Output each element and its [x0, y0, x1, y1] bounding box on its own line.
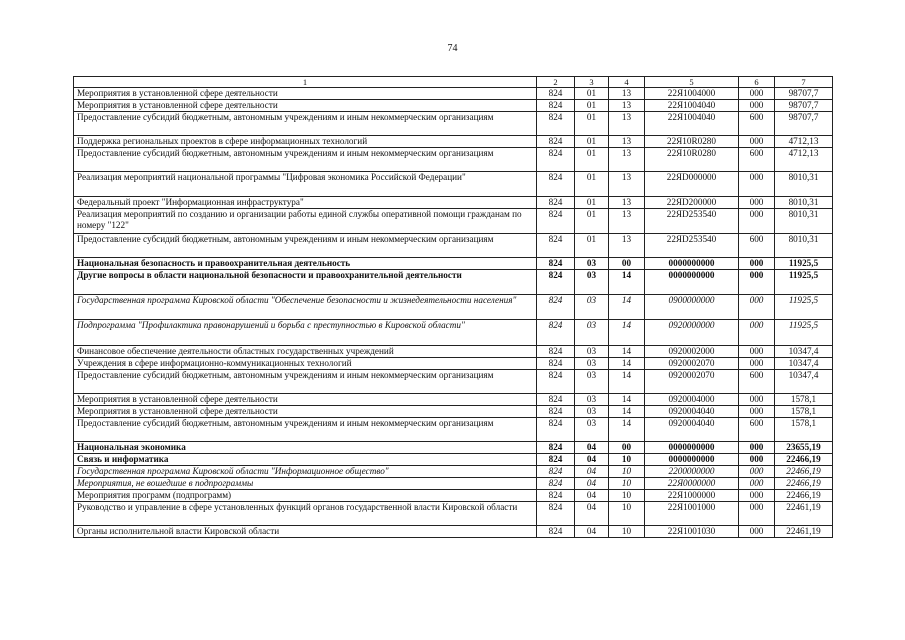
row-subsection-cell: 13 — [609, 234, 645, 258]
row-amount-cell: 22461,19 — [775, 526, 833, 538]
table-row — [74, 442, 833, 454]
row-expense-type-cell: 000 — [739, 100, 775, 112]
row-target-article-cell: 0900000000 — [645, 295, 739, 320]
row-section-cell: 03 — [575, 346, 609, 358]
row-ved-cell: 824 — [537, 172, 575, 197]
row-name-cell: Мероприятия в установленной сфере деятельности — [74, 406, 537, 418]
table-row — [74, 295, 833, 320]
row-ved-cell: 824 — [537, 270, 575, 295]
row-expense-type-cell: 600 — [739, 418, 775, 442]
row-expense-type-cell: 000 — [739, 346, 775, 358]
row-ved-cell: 824 — [537, 502, 575, 526]
row-expense-type-cell: 000 — [739, 172, 775, 197]
table-row — [74, 358, 833, 370]
row-ved-cell: 824 — [537, 454, 575, 466]
row-amount-cell: 98707,7 — [775, 100, 833, 112]
row-name-cell: Федеральный проект "Информационная инфраструктура" — [74, 197, 537, 209]
row-subsection-cell: 14 — [609, 418, 645, 442]
row-subsection-cell: 10 — [609, 466, 645, 478]
row-expense-type-cell: 000 — [739, 136, 775, 148]
table-row — [74, 136, 833, 148]
row-section-cell: 04 — [575, 478, 609, 490]
row-subsection-cell: 13 — [609, 148, 645, 172]
row-expense-type-cell: 000 — [739, 358, 775, 370]
row-expense-type-cell: 000 — [739, 478, 775, 490]
row-ved-cell: 824 — [537, 209, 575, 234]
row-subsection-cell: 14 — [609, 370, 645, 394]
row-section-cell: 01 — [575, 172, 609, 197]
row-target-article-cell: 22Я1000000 — [645, 490, 739, 502]
row-subsection-cell: 13 — [609, 172, 645, 197]
row-name-cell: Предоставление субсидий бюджетным, автономным учреждениям и иным некоммерческим организациям — [74, 112, 537, 136]
row-ved-cell: 824 — [537, 358, 575, 370]
table-row — [74, 502, 833, 526]
row-subsection-cell: 10 — [609, 502, 645, 526]
row-target-article-cell: 22Я1004040 — [645, 100, 739, 112]
row-expense-type-cell: 000 — [739, 88, 775, 100]
row-subsection-cell: 14 — [609, 270, 645, 295]
row-target-article-cell: 0000000000 — [645, 454, 739, 466]
row-subsection-cell: 14 — [609, 346, 645, 358]
table-row — [74, 234, 833, 258]
row-ved-cell: 824 — [537, 490, 575, 502]
row-name-cell: Мероприятия в установленной сфере деятельности — [74, 394, 537, 406]
row-ved-cell: 824 — [537, 148, 575, 172]
row-subsection-cell: 13 — [609, 112, 645, 136]
row-section-cell: 04 — [575, 442, 609, 454]
row-target-article-cell: 22ЯD253540 — [645, 234, 739, 258]
table-row — [74, 466, 833, 478]
column-header: 6 — [739, 77, 775, 88]
row-target-article-cell: 0920002070 — [645, 370, 739, 394]
row-ved-cell: 824 — [537, 100, 575, 112]
row-subsection-cell: 13 — [609, 88, 645, 100]
table-row — [74, 454, 833, 466]
row-amount-cell: 1578,1 — [775, 394, 833, 406]
row-subsection-cell: 13 — [609, 136, 645, 148]
row-ved-cell: 824 — [537, 320, 575, 346]
row-ved-cell: 824 — [537, 418, 575, 442]
row-amount-cell: 11925,5 — [775, 320, 833, 346]
row-subsection-cell: 13 — [609, 197, 645, 209]
row-name-cell: Финансовое обеспечение деятельности областных государственных учреждений — [74, 346, 537, 358]
row-section-cell: 03 — [575, 295, 609, 320]
row-name-cell: Учреждения в сфере информационно-коммуникационных технологий — [74, 358, 537, 370]
row-expense-type-cell: 000 — [739, 490, 775, 502]
table-row — [74, 320, 833, 346]
table-row — [74, 490, 833, 502]
row-expense-type-cell: 000 — [739, 258, 775, 270]
row-expense-type-cell: 000 — [739, 394, 775, 406]
row-name-cell: Мероприятия, не вошедшие в подпрограммы — [74, 478, 537, 490]
row-name-cell: Реализация мероприятий национальной программы "Цифровая экономика Российской Федерации" — [74, 172, 537, 197]
row-name-cell: Предоставление субсидий бюджетным, автономным учреждениям и иным некоммерческим организациям — [74, 148, 537, 172]
row-name-cell: Мероприятия в установленной сфере деятельности — [74, 88, 537, 100]
row-section-cell: 01 — [575, 197, 609, 209]
row-section-cell: 04 — [575, 526, 609, 538]
row-name-cell: Мероприятия программ (подпрограмм) — [74, 490, 537, 502]
row-ved-cell: 824 — [537, 136, 575, 148]
row-expense-type-cell: 000 — [739, 454, 775, 466]
table-row — [74, 197, 833, 209]
row-name-cell: Предоставление субсидий бюджетным, автономным учреждениям и иным некоммерческим организациям — [74, 370, 537, 394]
row-expense-type-cell: 000 — [739, 466, 775, 478]
table-row — [74, 406, 833, 418]
row-subsection-cell: 10 — [609, 526, 645, 538]
table-row — [74, 148, 833, 172]
row-amount-cell: 98707,7 — [775, 88, 833, 100]
row-target-article-cell: 22Я1004040 — [645, 112, 739, 136]
table-row — [74, 270, 833, 295]
row-target-article-cell: 0000000000 — [645, 258, 739, 270]
row-target-article-cell: 2200000000 — [645, 466, 739, 478]
row-name-cell: Мероприятия в установленной сфере деятельности — [74, 100, 537, 112]
row-section-cell: 01 — [575, 209, 609, 234]
row-ved-cell: 824 — [537, 442, 575, 454]
table-body — [74, 88, 833, 538]
row-expense-type-cell: 000 — [739, 270, 775, 295]
row-amount-cell: 22466,19 — [775, 454, 833, 466]
row-ved-cell: 824 — [537, 234, 575, 258]
row-target-article-cell: 22ЯD253540 — [645, 209, 739, 234]
row-amount-cell: 8010,31 — [775, 172, 833, 197]
row-name-cell: Подпрограмма "Профилактика правонарушений и борьба с преступностью в Кировской области" — [74, 320, 537, 346]
row-section-cell: 01 — [575, 100, 609, 112]
row-amount-cell: 1578,1 — [775, 406, 833, 418]
row-target-article-cell: 22Я1004000 — [645, 88, 739, 100]
row-expense-type-cell: 000 — [739, 209, 775, 234]
row-section-cell: 03 — [575, 270, 609, 295]
row-name-cell: Другие вопросы в области национальной безопасности и правоохранительной деятельности — [74, 270, 537, 295]
table-header-row — [74, 77, 833, 88]
row-amount-cell: 10347,4 — [775, 370, 833, 394]
table-row — [74, 172, 833, 197]
row-section-cell: 04 — [575, 490, 609, 502]
table-row — [74, 209, 833, 234]
row-amount-cell: 1578,1 — [775, 418, 833, 442]
table-row — [74, 88, 833, 100]
row-amount-cell: 4712,13 — [775, 148, 833, 172]
row-expense-type-cell: 600 — [739, 370, 775, 394]
row-ved-cell: 824 — [537, 295, 575, 320]
row-amount-cell: 8010,31 — [775, 209, 833, 234]
row-target-article-cell: 22Я1001000 — [645, 502, 739, 526]
table-row — [74, 346, 833, 358]
row-name-cell: Органы исполнительной власти Кировской области — [74, 526, 537, 538]
table-row — [74, 258, 833, 270]
row-subsection-cell: 13 — [609, 100, 645, 112]
row-section-cell: 01 — [575, 148, 609, 172]
row-expense-type-cell: 000 — [739, 197, 775, 209]
row-expense-type-cell: 600 — [739, 148, 775, 172]
row-ved-cell: 824 — [537, 258, 575, 270]
row-ved-cell: 824 — [537, 88, 575, 100]
row-target-article-cell: 0920002000 — [645, 346, 739, 358]
row-subsection-cell: 10 — [609, 478, 645, 490]
row-name-cell: Руководство и управление в сфере установленных функций органов государственной власти Кировской области — [74, 502, 537, 526]
row-subsection-cell: 14 — [609, 320, 645, 346]
row-name-cell: Реализация мероприятий по созданию и организации работы единой службы оперативной помощи гражданам по номеру "122" — [74, 209, 537, 234]
column-header: 4 — [609, 77, 645, 88]
row-expense-type-cell: 600 — [739, 234, 775, 258]
row-amount-cell: 4712,13 — [775, 136, 833, 148]
row-section-cell: 01 — [575, 88, 609, 100]
row-subsection-cell: 14 — [609, 295, 645, 320]
row-amount-cell: 8010,31 — [775, 197, 833, 209]
column-header: 2 — [537, 77, 575, 88]
row-section-cell: 03 — [575, 370, 609, 394]
row-expense-type-cell: 600 — [739, 112, 775, 136]
row-section-cell: 01 — [575, 234, 609, 258]
row-section-cell: 03 — [575, 394, 609, 406]
row-subsection-cell: 14 — [609, 394, 645, 406]
budget-table — [73, 76, 833, 538]
row-section-cell: 03 — [575, 320, 609, 346]
row-target-article-cell: 0920004040 — [645, 418, 739, 442]
row-expense-type-cell: 000 — [739, 406, 775, 418]
row-ved-cell: 824 — [537, 112, 575, 136]
row-amount-cell: 8010,31 — [775, 234, 833, 258]
row-target-article-cell: 22Я0000000 — [645, 478, 739, 490]
row-section-cell: 01 — [575, 112, 609, 136]
row-target-article-cell: 22ЯD000000 — [645, 172, 739, 197]
row-amount-cell: 22461,19 — [775, 502, 833, 526]
row-amount-cell: 23655,19 — [775, 442, 833, 454]
row-expense-type-cell: 000 — [739, 526, 775, 538]
row-name-cell: Государственная программа Кировской области "Информационное общество" — [74, 466, 537, 478]
row-name-cell: Национальная экономика — [74, 442, 537, 454]
row-ved-cell: 824 — [537, 478, 575, 490]
column-header: 7 — [775, 77, 833, 88]
row-name-cell: Национальная безопасность и правоохранительная деятельность — [74, 258, 537, 270]
row-expense-type-cell: 000 — [739, 442, 775, 454]
row-name-cell: Связь и информатика — [74, 454, 537, 466]
row-section-cell: 04 — [575, 466, 609, 478]
row-name-cell: Поддержка региональных проектов в сфере информационных технологий — [74, 136, 537, 148]
row-expense-type-cell: 000 — [739, 320, 775, 346]
row-amount-cell: 11925,5 — [775, 258, 833, 270]
column-header: 3 — [575, 77, 609, 88]
column-header: 5 — [645, 77, 739, 88]
row-subsection-cell: 00 — [609, 442, 645, 454]
row-subsection-cell: 00 — [609, 258, 645, 270]
row-section-cell: 04 — [575, 454, 609, 466]
row-section-cell: 03 — [575, 358, 609, 370]
row-target-article-cell: 0920004000 — [645, 394, 739, 406]
row-subsection-cell: 13 — [609, 209, 645, 234]
row-ved-cell: 824 — [537, 346, 575, 358]
page-number: 74 — [447, 43, 458, 54]
row-section-cell: 03 — [575, 406, 609, 418]
row-target-article-cell: 22Я10R0280 — [645, 148, 739, 172]
row-target-article-cell: 0920000000 — [645, 320, 739, 346]
table-row — [74, 112, 833, 136]
row-target-article-cell: 22ЯD200000 — [645, 197, 739, 209]
row-ved-cell: 824 — [537, 466, 575, 478]
row-subsection-cell: 10 — [609, 490, 645, 502]
row-amount-cell: 11925,5 — [775, 295, 833, 320]
row-ved-cell: 824 — [537, 406, 575, 418]
table-row — [74, 100, 833, 112]
row-name-cell: Предоставление субсидий бюджетным, автономным учреждениям и иным некоммерческим организациям — [74, 418, 537, 442]
row-target-article-cell: 22Я10R0280 — [645, 136, 739, 148]
row-name-cell: Государственная программа Кировской области "Обеспечение безопасности и жизнедеятельности населения" — [74, 295, 537, 320]
row-section-cell: 03 — [575, 258, 609, 270]
row-amount-cell: 22466,19 — [775, 478, 833, 490]
table-row — [74, 370, 833, 394]
row-amount-cell: 10347,4 — [775, 358, 833, 370]
row-ved-cell: 824 — [537, 197, 575, 209]
row-section-cell: 03 — [575, 418, 609, 442]
row-amount-cell: 22466,19 — [775, 490, 833, 502]
row-subsection-cell: 10 — [609, 454, 645, 466]
row-ved-cell: 824 — [537, 370, 575, 394]
row-expense-type-cell: 000 — [739, 295, 775, 320]
row-ved-cell: 824 — [537, 394, 575, 406]
row-target-article-cell: 0000000000 — [645, 270, 739, 295]
row-target-article-cell: 22Я1001030 — [645, 526, 739, 538]
row-amount-cell: 22466,19 — [775, 466, 833, 478]
table-row — [74, 478, 833, 490]
row-subsection-cell: 14 — [609, 358, 645, 370]
row-expense-type-cell: 000 — [739, 502, 775, 526]
row-ved-cell: 824 — [537, 526, 575, 538]
row-amount-cell: 10347,4 — [775, 346, 833, 358]
row-name-cell: Предоставление субсидий бюджетным, автономным учреждениям и иным некоммерческим организациям — [74, 234, 537, 258]
table-row — [74, 418, 833, 442]
row-target-article-cell: 0000000000 — [645, 442, 739, 454]
row-amount-cell: 11925,5 — [775, 270, 833, 295]
table-row — [74, 394, 833, 406]
row-target-article-cell: 0920004040 — [645, 406, 739, 418]
column-header: 1 — [74, 77, 537, 88]
table-row — [74, 526, 833, 538]
row-section-cell: 04 — [575, 502, 609, 526]
row-section-cell: 01 — [575, 136, 609, 148]
row-subsection-cell: 14 — [609, 406, 645, 418]
row-target-article-cell: 0920002070 — [645, 358, 739, 370]
row-amount-cell: 98707,7 — [775, 112, 833, 136]
